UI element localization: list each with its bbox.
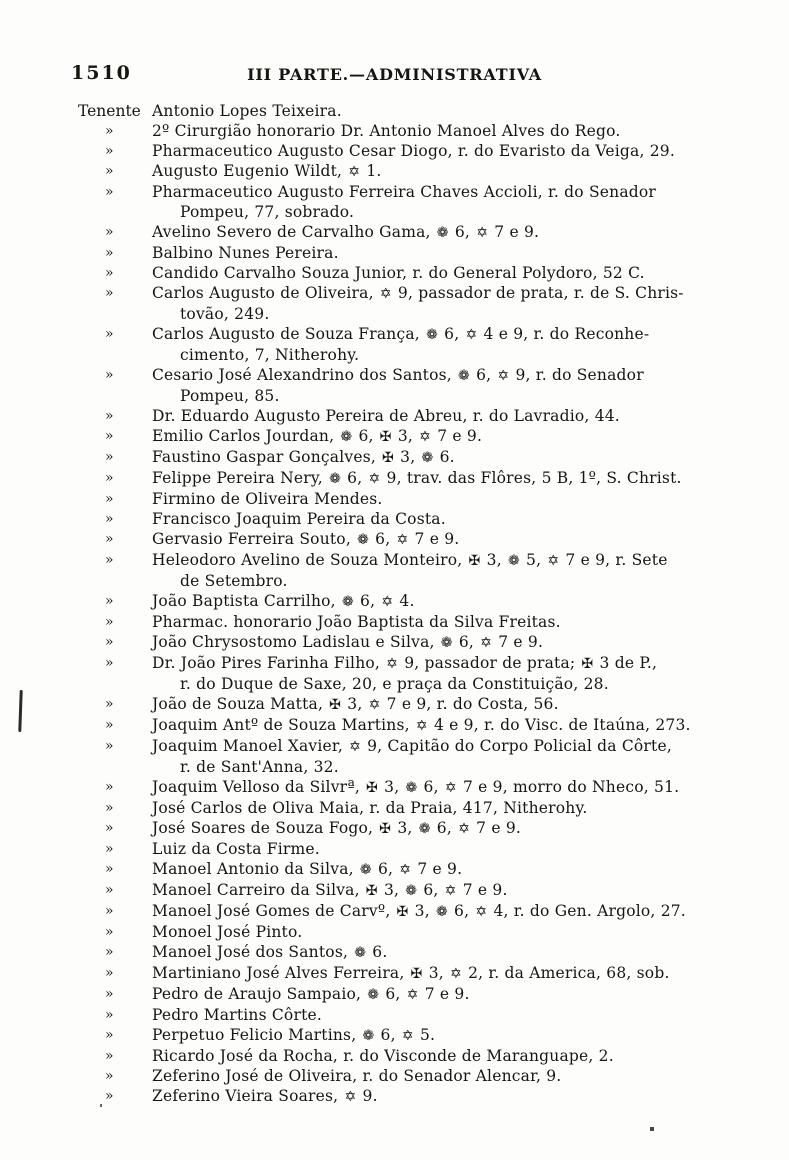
ditto-mark: » [105, 367, 114, 383]
entry-line: Dr. João Pires Farinha Filho, ✡ 9, passador de prata; ✠ 3 de P., [152, 654, 658, 672]
entry-line: Pedro de Araujo Sampaio, ❁ 6, ✡ 7 e 9. [152, 985, 470, 1003]
entry-text [152, 489, 759, 509]
list-entry [78, 550, 759, 591]
ditto-mark: » [105, 614, 114, 630]
list-entry [78, 942, 759, 963]
entry-text [152, 798, 759, 818]
entry-line: Joaquim Manoel Xavier, ✡ 9, Capitão do Corpo Policial da Côrte, [152, 737, 672, 755]
list-entry [78, 818, 759, 839]
list-entry [78, 365, 759, 406]
list-entry [78, 426, 759, 447]
list-entry [78, 591, 759, 612]
entry-text [152, 101, 759, 121]
entry-line: Cesario José Alexandrino dos Santos, ❁ 6, ✡ 9, r. do Senador [152, 366, 644, 384]
ditto-mark: » [105, 696, 114, 712]
list-entry [78, 283, 759, 324]
ditto-mark: » [105, 820, 114, 836]
entry-line: Francisco Joaquim Pereira da Costa. [152, 510, 446, 528]
order-star-icon: ✡ [458, 821, 471, 837]
ditto-mark: » [105, 903, 114, 919]
entry-text [152, 694, 759, 715]
order-star-icon: ✡ [386, 656, 399, 672]
ditto-mark: » [105, 779, 114, 795]
order-rosette-icon: ❁ [362, 1028, 375, 1044]
order-star-icon: ✡ [396, 532, 409, 548]
ditto-mark: » [105, 224, 114, 240]
entry-text [152, 1005, 759, 1025]
entry-line: Manoel José dos Santos, ❁ 6. [152, 943, 388, 961]
list-entry [78, 715, 759, 736]
entry-line: Heleodoro Avelino de Souza Monteiro, ✠ 3, ❁ 5, ✡ 7 e 9, r. Sete [152, 551, 668, 569]
list-entry [78, 653, 759, 694]
entry-line: Pompeu, 77, sobrado. [180, 203, 355, 221]
list-entry [78, 263, 759, 283]
entry-line: de Setembro. [180, 572, 288, 590]
order-rosette-icon: ❁ [440, 635, 453, 651]
list-entry [78, 509, 759, 529]
scan-artifact-stroke [18, 690, 22, 732]
ditto-mark: » [105, 944, 114, 960]
entry-line: Augusto Eugenio Wildt, ✡ 1. [152, 162, 382, 180]
list-entry [78, 489, 759, 509]
order-rosette-icon: ❁ [357, 532, 370, 548]
ditto-mark: » [105, 470, 114, 486]
entry-text [152, 283, 759, 324]
order-rosette-icon: ❁ [405, 883, 418, 899]
ditto-mark: » [105, 965, 114, 981]
entry-text [152, 468, 759, 489]
entry-line: Pedro Martins Côrte. [152, 1006, 322, 1024]
order-star-icon: ✡ [379, 286, 392, 302]
order-rosette-icon: ❁ [354, 945, 367, 961]
list-entry [78, 839, 759, 859]
list-entry [78, 324, 759, 365]
list-entry [78, 141, 759, 161]
entry-text [152, 222, 759, 243]
entry-text [152, 612, 759, 632]
order-cross-icon: ✠ [468, 553, 481, 569]
entry-line: Martiniano José Alves Ferreira, ✠ 3, ✡ 2, r. da America, 68, sob. [152, 964, 670, 982]
list-entry [78, 736, 759, 777]
ditto-mark: » [105, 986, 114, 1002]
order-rosette-icon: ❁ [340, 429, 353, 445]
order-cross-icon: ✠ [379, 429, 392, 445]
list-entry [78, 243, 759, 263]
ditto-mark: » [105, 738, 114, 754]
entry-line: Balbino Nunes Pereira. [152, 244, 339, 262]
entry-text [152, 715, 759, 736]
order-rosette-icon: ❁ [405, 780, 418, 796]
entry-line: Antonio Lopes Teixeira. [152, 102, 342, 120]
ditto-mark: » [105, 717, 114, 733]
list-entry [78, 984, 759, 1005]
order-star-icon: ✡ [348, 164, 361, 180]
order-star-icon: ✡ [381, 594, 394, 610]
entry-line: Felippe Pereira Nery, ❁ 6, ✡ 9, trav. das Flôres, 5 B, 1º, S. Christ. [152, 469, 682, 487]
ditto-mark: » [105, 143, 114, 159]
entry-line: Ricardo José da Rocha, r. do Visconde de Maranguape, 2. [152, 1047, 614, 1065]
order-cross-icon: ✠ [581, 656, 594, 672]
entry-text [152, 447, 759, 468]
ditto-mark: » [105, 861, 114, 877]
entry-text [152, 1086, 759, 1107]
entry-line: Pompeu, 85. [180, 387, 280, 405]
entry-text [152, 324, 759, 365]
ditto-mark: » [105, 1027, 114, 1043]
entry-line: José Carlos de Oliva Maia, r. da Praia, 417, Nitherohy. [152, 799, 588, 817]
ditto-mark: » [105, 491, 114, 507]
entry-text [152, 653, 759, 694]
list-entry [78, 922, 759, 942]
scan-artifact-speck [650, 1127, 654, 1131]
entry-text [152, 984, 759, 1005]
ditto-mark: » [105, 449, 114, 465]
entry-text [152, 818, 759, 839]
entry-text [152, 591, 759, 612]
entry-text [152, 550, 759, 591]
entry-text [152, 1025, 759, 1046]
list-entry [78, 694, 759, 715]
entry-line: Carlos Augusto de Oliveira, ✡ 9, passador de prata, r. de S. Chris- [152, 284, 684, 302]
order-rosette-icon: ❁ [341, 594, 354, 610]
entry-text [152, 859, 759, 880]
entry-line: José Soares de Souza Fogo, ✠ 3, ❁ 6, ✡ 7 e 9. [152, 819, 522, 837]
list-entry [78, 963, 759, 984]
order-rosette-icon: ❁ [418, 821, 431, 837]
list-entry [78, 1046, 759, 1066]
order-rosette-icon: ❁ [359, 862, 372, 878]
order-rosette-icon: ❁ [421, 450, 434, 466]
entry-line: João de Souza Matta, ✠ 3, ✡ 7 e 9, r. do Costa, 56. [152, 695, 559, 713]
order-rosette-icon: ❁ [329, 471, 341, 487]
order-rosette-icon: ❁ [436, 225, 449, 241]
entry-line: João Baptista Carrilho, ❁ 6, ✡ 4. [152, 592, 415, 610]
ditto-mark: » [105, 326, 114, 342]
entry-text [152, 777, 759, 798]
list-entry [78, 777, 759, 798]
order-cross-icon: ✠ [329, 697, 342, 713]
entry-line: Firmino de Oliveira Mendes. [152, 490, 383, 508]
entry-text [152, 839, 759, 859]
entry-text [152, 365, 759, 406]
ditto-mark: » [105, 285, 114, 301]
entry-line: João Chrysostomo Ladislau e Silva, ❁ 6, ✡ 7 e 9. [152, 633, 544, 651]
entry-line: Joaquim Antº de Souza Martins, ✡ 4 e 9, r. do Visc. de Itaúna, 273. [152, 716, 691, 734]
entry-text [152, 529, 759, 550]
list-entry [78, 612, 759, 632]
order-rosette-icon: ❁ [426, 327, 438, 343]
list-entry [78, 1066, 759, 1086]
entry-line: Luiz da Costa Firme. [152, 840, 320, 858]
ditto-mark: » [105, 634, 114, 650]
ditto-mark: » [105, 1007, 114, 1023]
ditto-mark: » [105, 123, 114, 139]
order-cross-icon: ✠ [379, 821, 392, 837]
order-star-icon: ✡ [406, 987, 419, 1003]
list-entry [78, 859, 759, 880]
order-star-icon: ✡ [415, 718, 428, 734]
list-entry [78, 1086, 759, 1107]
entry-line: Manoel José Gomes de Carvº, ✠ 3, ❁ 6, ✡ 4, r. do Gen. Argolo, 27. [152, 902, 686, 920]
ditto-mark: » [105, 1048, 114, 1064]
list-entry [78, 121, 759, 141]
order-star-icon: ✡ [349, 739, 362, 755]
entry-text [152, 632, 759, 653]
entry-line: Manoel Carreiro da Silva, ✠ 3, ❁ 6, ✡ 7 e 9. [152, 881, 508, 899]
entry-list [78, 101, 759, 1107]
list-entry [78, 222, 759, 243]
list-entry [78, 1025, 759, 1046]
order-cross-icon: ✠ [410, 966, 423, 982]
list-entry [78, 798, 759, 818]
order-star-icon: ✡ [401, 1028, 414, 1044]
ditto-mark: » [105, 924, 114, 940]
entry-line: 2º Cirurgião honorario Dr. Antonio Manoel Alves do Rego. [152, 122, 621, 140]
order-star-icon: ✡ [450, 966, 462, 982]
order-cross-icon: ✠ [396, 904, 409, 920]
list-entry [78, 901, 759, 922]
entry-text [152, 161, 759, 182]
entry-text [152, 121, 759, 141]
entry-line: Carlos Augusto de Souza França, ❁ 6, ✡ 4 e 9, r. do Reconhe- [152, 325, 650, 343]
order-star-icon: ✡ [368, 471, 381, 487]
order-star-icon: ✡ [399, 862, 412, 878]
entry-text [152, 736, 759, 777]
order-cross-icon: ✠ [365, 883, 378, 899]
entry-line: cimento, 7, Nitherohy. [180, 346, 360, 364]
list-entry [78, 880, 759, 901]
order-star-icon: ✡ [344, 1089, 357, 1105]
entry-text [152, 406, 759, 426]
ditto-mark: » [105, 882, 114, 898]
ditto-mark: » [105, 245, 114, 261]
entry-line: Pharmac. honorario João Baptista da Silva Freitas. [152, 613, 561, 631]
list-entry [78, 1005, 759, 1025]
entry-line: Zeferino José de Oliveira, r. do Senador Alencar, 9. [152, 1067, 562, 1085]
page-number: 1510 [71, 62, 132, 84]
entry-text [152, 263, 759, 283]
list-entry [78, 406, 759, 426]
entry-line: Pharmaceutico Augusto Ferreira Chaves Accioli, r. do Senador [152, 183, 657, 201]
order-cross-icon: ✠ [366, 780, 379, 796]
ditto-mark: » [105, 428, 114, 444]
entry-text [152, 963, 759, 984]
entry-line: Monoel José Pinto. [152, 923, 303, 941]
entry-text [152, 426, 759, 447]
page-header: III PARTE.—ADMINISTRATIVA [247, 65, 542, 84]
ditto-mark: » [105, 593, 114, 609]
ditto-mark: » [105, 841, 114, 857]
ditto-mark: » [105, 163, 114, 179]
entry-text [152, 942, 759, 963]
entry-text [152, 243, 759, 263]
order-star-icon: ✡ [444, 780, 457, 796]
entry-text [152, 1066, 759, 1086]
list-entry [78, 101, 759, 121]
entry-text [152, 141, 759, 161]
order-cross-icon: ✠ [382, 450, 395, 466]
entry-line: Candido Carvalho Souza Junior, r. do General Polydoro, 52 C. [152, 264, 645, 282]
order-star-icon: ✡ [480, 635, 493, 651]
ditto-mark: » [105, 184, 114, 200]
list-entry [78, 468, 759, 489]
order-star-icon: ✡ [465, 327, 478, 343]
ditto-mark: » [105, 408, 114, 424]
list-entry [78, 182, 759, 222]
order-star-icon: ✡ [476, 225, 489, 241]
rank-label: Tenente [78, 102, 141, 120]
entry-line: Faustino Gaspar Gonçalves, ✠ 3, ❁ 6. [152, 448, 455, 466]
entry-text [152, 880, 759, 901]
entry-text [152, 509, 759, 529]
ditto-mark: » [105, 552, 114, 568]
ditto-mark: » [105, 265, 114, 281]
order-rosette-icon: ❁ [507, 553, 520, 569]
scan-artifact-speck [100, 1104, 102, 1107]
ditto-mark: » [105, 511, 114, 527]
list-entry [78, 161, 759, 182]
entry-line: Manoel Antonio da Silva, ❁ 6, ✡ 7 e 9. [152, 860, 463, 878]
entry-line: Avelino Severo de Carvalho Gama, ❁ 6, ✡ 7 e 9. [152, 223, 540, 241]
order-star-icon: ✡ [444, 883, 457, 899]
order-star-icon: ✡ [497, 368, 510, 384]
ditto-mark: » [105, 800, 114, 816]
list-entry [78, 447, 759, 468]
entry-text [152, 1046, 759, 1066]
entry-line: r. de Sant'Anna, 32. [180, 758, 339, 776]
entry-line: Pharmaceutico Augusto Cesar Diogo, r. do Evaristo da Veiga, 29. [152, 142, 675, 160]
entry-line: Emilio Carlos Jourdan, ❁ 6, ✠ 3, ✡ 7 e 9. [152, 427, 483, 445]
order-rosette-icon: ❁ [367, 987, 380, 1003]
order-star-icon: ✡ [547, 553, 560, 569]
list-entry [78, 529, 759, 550]
entry-line: tovão, 249. [180, 305, 270, 323]
entry-line: Joaquim Velloso da Silvrª, ✠ 3, ❁ 6, ✡ 7 e 9, morro do Nheco, 51. [152, 778, 680, 796]
entry-line: Gervasio Ferreira Souto, ❁ 6, ✡ 7 e 9. [152, 530, 460, 548]
list-entry [78, 632, 759, 653]
entry-line: Perpetuo Felicio Martins, ❁ 6, ✡ 5. [152, 1026, 436, 1044]
entry-line: r. do Duque de Saxe, 20, e praça da Constituição, 28. [180, 675, 609, 693]
entry-text [152, 182, 759, 222]
ditto-mark: » [105, 531, 114, 547]
order-star-icon: ✡ [419, 429, 432, 445]
order-rosette-icon: ❁ [458, 368, 470, 384]
ditto-mark: » [105, 1068, 114, 1084]
ditto-mark: » [105, 1088, 114, 1104]
entry-text [152, 901, 759, 922]
order-star-icon: ✡ [475, 904, 488, 920]
order-star-icon: ✡ [368, 697, 381, 713]
entry-text [152, 922, 759, 942]
order-rosette-icon: ❁ [435, 904, 448, 920]
entry-line: Dr. Eduardo Augusto Pereira de Abreu, r. do Lavradio, 44. [152, 407, 620, 425]
entry-line: Zeferino Vieira Soares, ✡ 9. [152, 1087, 378, 1105]
ditto-mark: » [105, 655, 114, 671]
